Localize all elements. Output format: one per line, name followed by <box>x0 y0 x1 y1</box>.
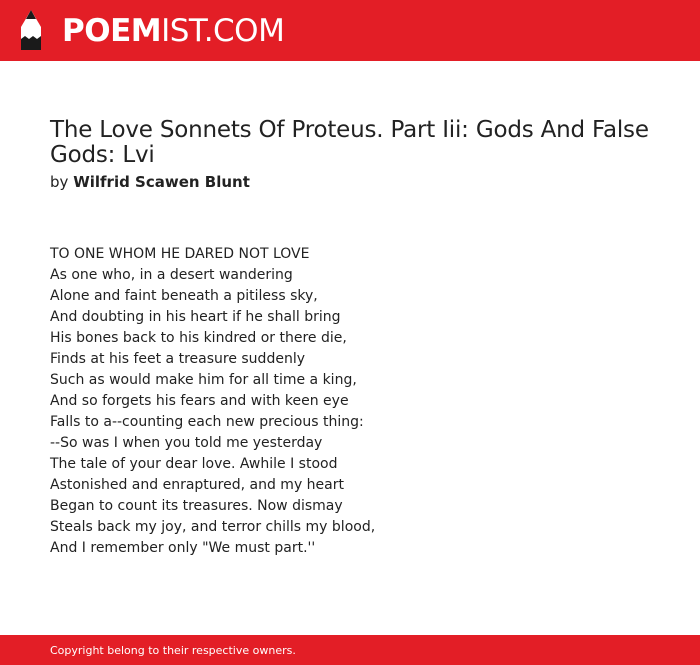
poem-line: Began to count its treasures. Now dismay <box>50 498 343 514</box>
byline <box>50 172 650 192</box>
poem-line: Falls to a--counting each new precious thing: <box>50 414 364 430</box>
logo-bold-text: POEM <box>62 13 162 49</box>
poem-line: And I remember only "We must part.'' <box>50 540 316 556</box>
author-name[interactable]: Wilfrid Scawen Blunt <box>73 173 250 191</box>
poem-line: The tale of your dear love. Awhile I stood <box>50 456 338 472</box>
poem-line: Such as would make him for all time a king, <box>50 372 357 388</box>
poem-line: And doubting in his heart if he shall bring <box>50 309 341 325</box>
poem-body <box>50 244 650 559</box>
poem-title: The Love Sonnets Of Proteus. Part Iii: Gods And False Gods: Lvi <box>50 117 649 168</box>
by-label: by <box>50 173 69 191</box>
poem-heading <box>50 118 650 192</box>
poem-line: As one who, in a desert wandering <box>50 267 293 283</box>
copyright-text: Copyright belong to their respective owners. <box>50 644 296 657</box>
pen-nib-icon[interactable] <box>17 9 45 52</box>
poem-line: Astonished and enraptured, and my heart <box>50 477 344 493</box>
poem-line: His bones back to his kindred or there die, <box>50 330 347 346</box>
poem-line: And so forgets his fears and with keen eye <box>50 393 349 409</box>
poem-line: Finds at his feet a treasure suddenly <box>50 351 305 367</box>
poem-line: Steals back my joy, and terror chills my blood, <box>50 519 376 535</box>
site-logo[interactable] <box>62 12 284 50</box>
logo-light-text: IST.COM <box>161 13 285 49</box>
poem-line: TO ONE WHOM HE DARED NOT LOVE <box>50 246 310 262</box>
poem-line: Alone and faint beneath a pitiless sky, <box>50 288 318 304</box>
poem-line: --So was I when you told me yesterday <box>50 435 323 451</box>
site-header <box>0 0 700 61</box>
site-footer <box>0 635 700 665</box>
